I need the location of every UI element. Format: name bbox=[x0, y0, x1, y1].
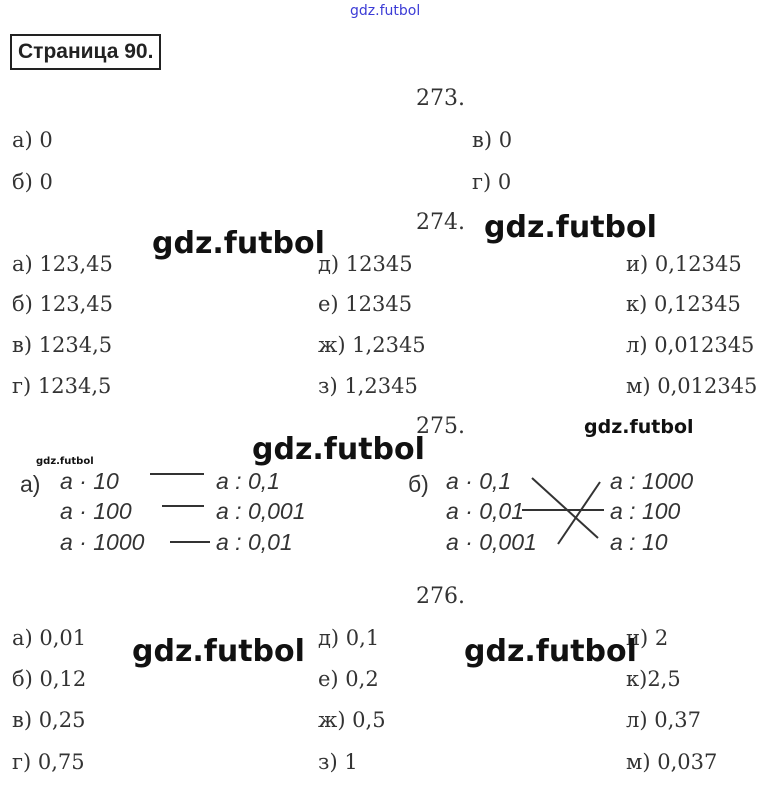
ex275-a-right-1: a : 0,1 bbox=[216, 468, 280, 494]
ex276-answer-k: к)2,5 bbox=[626, 667, 681, 691]
ex274-answer-v: в) 1234,5 bbox=[12, 333, 113, 357]
exercise-275-number: 275. bbox=[416, 414, 465, 439]
ex276-answer-z: з) 1 bbox=[318, 750, 358, 774]
ex276-answer-zh: ж) 0,5 bbox=[318, 708, 386, 732]
watermark-text: gdz.futbol bbox=[584, 416, 694, 438]
ex275-b-right-1: a : 1000 bbox=[610, 468, 694, 494]
ex276-answer-m: м) 0,037 bbox=[626, 750, 718, 774]
ex276-answer-a: а) 0,01 bbox=[12, 626, 87, 650]
ex274-answer-d: д) 12345 bbox=[318, 252, 413, 276]
ex274-answer-b: б) 123,45 bbox=[12, 292, 113, 316]
page-title: Страница 90. bbox=[10, 34, 161, 70]
ex276-answer-i: и) 2 bbox=[626, 626, 669, 650]
top-watermark: gdz.futbol bbox=[350, 3, 421, 19]
ex275-a-left-1: a · 10 bbox=[60, 468, 119, 494]
ex275-a-right-2: a : 0,001 bbox=[216, 498, 306, 524]
ex275-b-left-3: a · 0,001 bbox=[446, 529, 537, 555]
watermark-text: gdz.futbol bbox=[152, 226, 325, 261]
ex275-b-left-2: a · 0,01 bbox=[446, 498, 524, 524]
ex274-answer-zh: ж) 1,2345 bbox=[318, 333, 426, 357]
ex274-answer-z: з) 1,2345 bbox=[318, 374, 418, 398]
watermark-text: gdz.futbol bbox=[464, 634, 637, 669]
ex274-answer-i: и) 0,12345 bbox=[626, 252, 742, 276]
ex275-a-left-2: a · 100 bbox=[60, 498, 132, 524]
ex273-answer-b: б) 0 bbox=[12, 170, 53, 194]
ex275-b-left-1: a · 0,1 bbox=[446, 468, 512, 494]
ex275-a-right-3: a : 0,01 bbox=[216, 529, 293, 555]
ex274-answer-e: е) 12345 bbox=[318, 292, 413, 316]
ex275-b-right-3: a : 10 bbox=[610, 529, 668, 555]
ex276-answer-e: е) 0,2 bbox=[318, 667, 379, 691]
ex275-a-left-3: a · 1000 bbox=[60, 529, 145, 555]
ex275-part-a-label: а) bbox=[20, 471, 41, 497]
ex273-answer-g: г) 0 bbox=[472, 170, 512, 194]
ex276-answer-d: д) 0,1 bbox=[318, 626, 380, 650]
ex276-answer-g: г) 0,75 bbox=[12, 750, 85, 774]
ex276-answer-b: б) 0,12 bbox=[12, 667, 87, 691]
ex274-answer-l: л) 0,012345 bbox=[626, 333, 755, 357]
ex273-answer-v: в) 0 bbox=[472, 128, 513, 152]
watermark-text: gdz.futbol bbox=[132, 634, 305, 669]
watermark-text: gdz.futbol bbox=[252, 432, 425, 467]
ex274-answer-a: а) 123,45 bbox=[12, 252, 113, 276]
watermark-text: gdz.futbol bbox=[36, 456, 94, 467]
exercise-274-number: 274. bbox=[416, 210, 465, 235]
ex276-answer-l: л) 0,37 bbox=[626, 708, 701, 732]
ex273-answer-a: а) 0 bbox=[12, 128, 53, 152]
ex275-b-right-2: a : 100 bbox=[610, 498, 681, 524]
ex276-answer-v: в) 0,25 bbox=[12, 708, 86, 732]
watermark-text: gdz.futbol bbox=[484, 210, 657, 245]
ex274-answer-m: м) 0,012345 bbox=[626, 374, 758, 398]
exercise-276-number: 276. bbox=[416, 584, 465, 609]
ex275-part-b-label: б) bbox=[408, 471, 429, 497]
ex274-answer-k: к) 0,12345 bbox=[626, 292, 741, 316]
exercise-273-number: 273. bbox=[416, 86, 465, 111]
match-line-b1 bbox=[532, 478, 598, 538]
ex274-answer-g: г) 1234,5 bbox=[12, 374, 112, 398]
